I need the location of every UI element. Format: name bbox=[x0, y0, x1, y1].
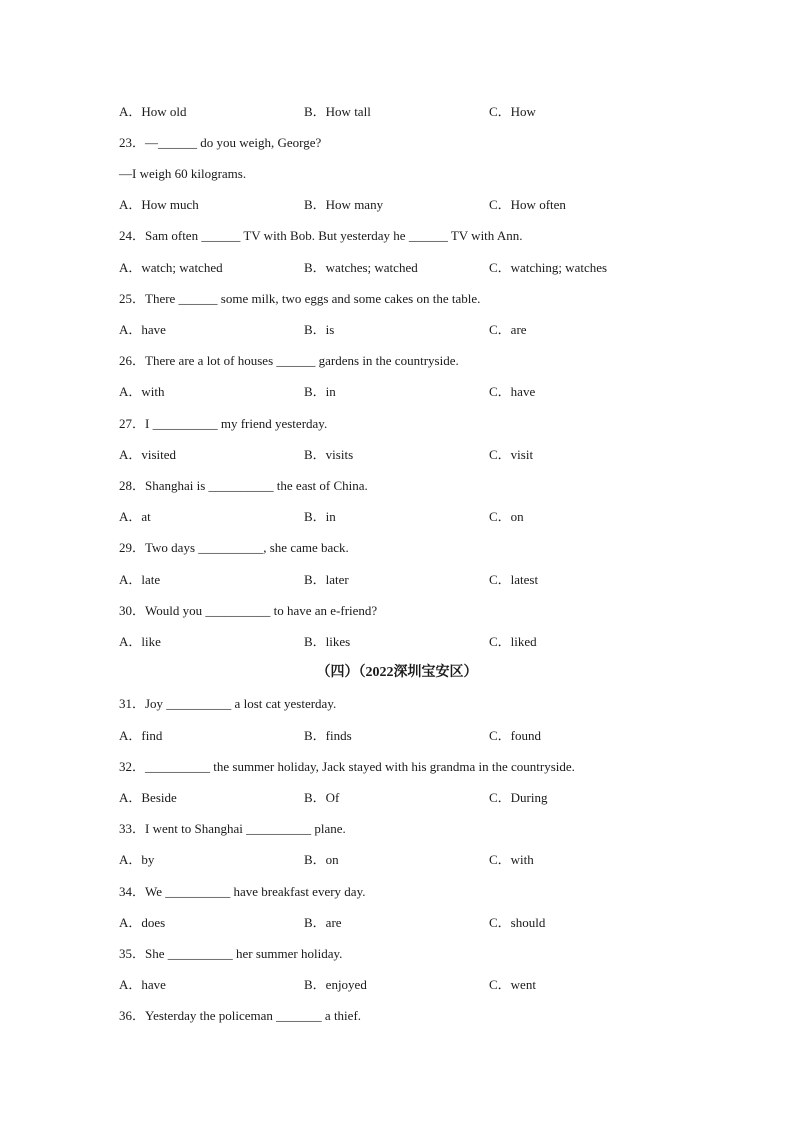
option-c: C．How bbox=[489, 104, 536, 119]
question-36: 36．Yesterday the policeman _______ a thief. bbox=[119, 1008, 362, 1023]
section-heading: （四）（2022深圳宝安区） bbox=[316, 665, 478, 680]
question-33: 33．I went to Shanghai __________ plane. bbox=[119, 821, 346, 836]
option-c: C．liked bbox=[489, 634, 537, 649]
option-b: B．How many bbox=[304, 197, 384, 212]
option-c: C．watching; watches bbox=[489, 260, 608, 275]
option-c: C．are bbox=[489, 322, 527, 337]
option-c: C．went bbox=[489, 977, 536, 992]
option-a: A．at bbox=[119, 509, 151, 524]
option-a: A．watch; watched bbox=[119, 260, 223, 275]
option-a: A．does bbox=[119, 915, 166, 930]
option-c: C．latest bbox=[489, 572, 539, 587]
option-a: A．Beside bbox=[119, 790, 177, 805]
option-c: C．How often bbox=[489, 197, 566, 212]
question-25: 25．There ______ some milk, two eggs and some cakes on the table. bbox=[119, 291, 481, 306]
option-a: A．have bbox=[119, 322, 166, 337]
option-b: B．enjoyed bbox=[304, 977, 367, 992]
question-28: 28．Shanghai is __________ the east of China. bbox=[119, 478, 368, 493]
option-b: B．is bbox=[304, 322, 335, 337]
question-31: 31．Joy __________ a lost cat yesterday. bbox=[119, 696, 337, 711]
question-34: 34．We __________ have breakfast every day. bbox=[119, 884, 366, 899]
option-a: A．by bbox=[119, 852, 155, 867]
option-b: B．Of bbox=[304, 790, 340, 805]
question-26: 26．There are a lot of houses ______ gardens in the countryside. bbox=[119, 353, 459, 368]
question-35: 35．She __________ her summer holiday. bbox=[119, 946, 343, 961]
option-c: C．should bbox=[489, 915, 546, 930]
option-b: B．likes bbox=[304, 634, 351, 649]
option-b: B．finds bbox=[304, 728, 352, 743]
option-c: C．have bbox=[489, 384, 536, 399]
option-b: B．are bbox=[304, 915, 342, 930]
question-29: 29．Two days __________, she came back. bbox=[119, 540, 349, 555]
option-c: C．with bbox=[489, 852, 534, 867]
option-a: A．visited bbox=[119, 447, 177, 462]
option-b: B．in bbox=[304, 384, 336, 399]
option-c: C．visit bbox=[489, 447, 534, 462]
answer-line: —I weigh 60 kilograms. bbox=[119, 166, 247, 181]
question-32: 32．__________ the summer holiday, Jack stayed with his grandma in the countryside. bbox=[119, 759, 575, 774]
option-c: C．found bbox=[489, 728, 542, 743]
option-c: C．on bbox=[489, 509, 524, 524]
option-b: B．later bbox=[304, 572, 349, 587]
option-a: A．How much bbox=[119, 197, 199, 212]
option-a: A．late bbox=[119, 572, 161, 587]
question-24: 24．Sam often ______ TV with Bob. But yesterday he ______ TV with Ann. bbox=[119, 228, 523, 243]
option-b: B．in bbox=[304, 509, 336, 524]
option-c: C．During bbox=[489, 790, 548, 805]
option-a: A．How old bbox=[119, 104, 187, 119]
option-b: B．How tall bbox=[304, 104, 371, 119]
option-a: A．find bbox=[119, 728, 163, 743]
option-a: A．with bbox=[119, 384, 165, 399]
option-a: A．like bbox=[119, 634, 161, 649]
option-a: A．have bbox=[119, 977, 166, 992]
question-30: 30．Would you __________ to have an e-friend? bbox=[119, 603, 378, 618]
option-b: B．on bbox=[304, 852, 339, 867]
question-27: 27．I __________ my friend yesterday. bbox=[119, 416, 328, 431]
option-b: B．visits bbox=[304, 447, 354, 462]
question-23: 23．—______ do you weigh, George? bbox=[119, 135, 322, 150]
option-b: B．watches; watched bbox=[304, 260, 418, 275]
